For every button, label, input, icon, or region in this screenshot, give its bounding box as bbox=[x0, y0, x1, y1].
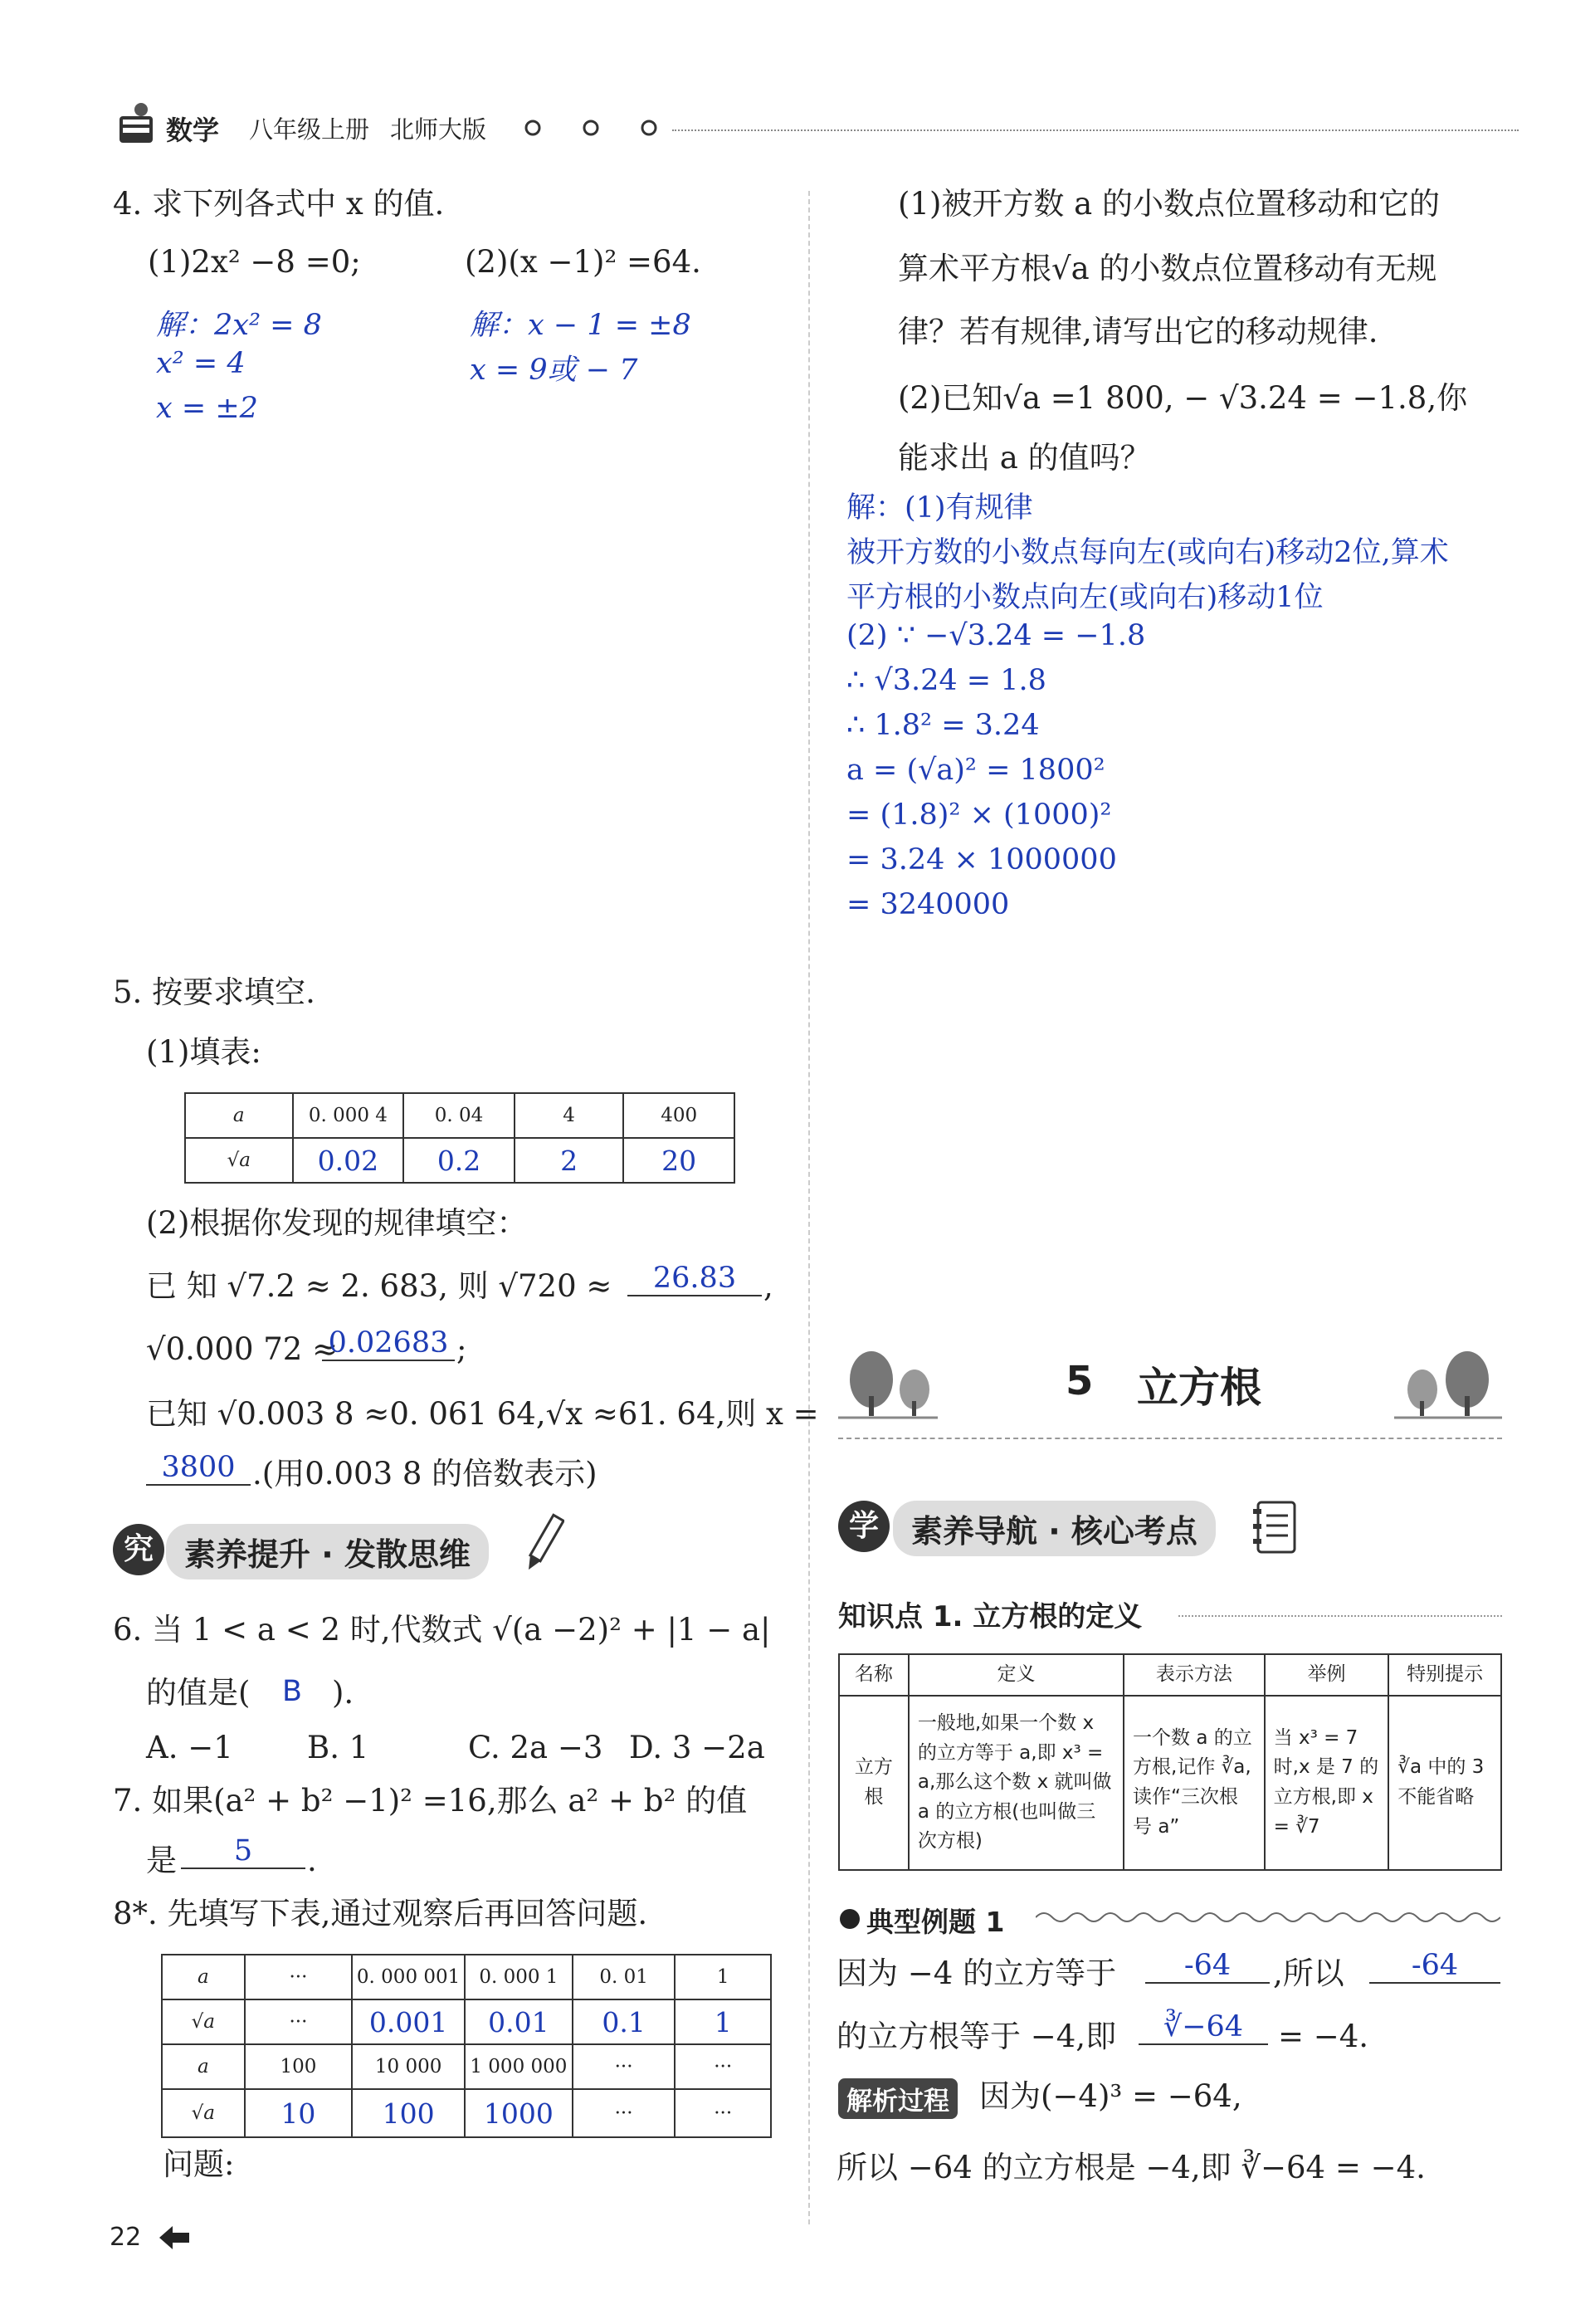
q4-eq1: (1)2x² −8 =0; bbox=[148, 244, 361, 280]
q8-r4-label: √a bbox=[162, 2089, 245, 2137]
example1-ans2: -64 bbox=[1411, 1949, 1459, 1982]
q8-r1c3: 0. 000 001 bbox=[352, 1955, 465, 1999]
page-number: 22 bbox=[110, 2223, 142, 2252]
q8-question: 问题: bbox=[163, 2146, 235, 2182]
q4-sol2-line1: 解：x − 1 = ±8 bbox=[470, 309, 691, 342]
kp1-example bbox=[1265, 1696, 1389, 1870]
kp1-notation-text: 一个数 a 的立方根,记作 ∛a,读作“三次根号 a” bbox=[1133, 1726, 1252, 1838]
kp1-notation bbox=[1124, 1696, 1265, 1870]
right-p1-line3: 律？若有规律,请写出它的移动规律. bbox=[898, 314, 1378, 349]
q6-line2a: 的值是( bbox=[146, 1675, 251, 1711]
right-p1-line1: (1)被开方数 a 的小数点位置移动和它的 bbox=[898, 186, 1440, 222]
q5-line2: √0.000 72 ≈ bbox=[146, 1331, 339, 1367]
example1-blank1 bbox=[1145, 1949, 1270, 1984]
kp1-th-notation: 表示方法 bbox=[1124, 1654, 1265, 1696]
q8-r2-ans3: 0.1 bbox=[602, 2005, 646, 2038]
header-grade: 八年级上册 bbox=[249, 115, 370, 144]
right-sol-line10: = 3240000 bbox=[846, 888, 1010, 921]
example1-line1b: ,所以 bbox=[1273, 1955, 1344, 1991]
q8-r3c3: 10 000 bbox=[352, 2044, 465, 2089]
q8-r2-label: √a bbox=[162, 1999, 245, 2044]
q8-r4-ans1: 10 bbox=[280, 2097, 316, 2130]
kp1-th-def: 定义 bbox=[909, 1654, 1124, 1696]
q5-line2-semicolon: ; bbox=[456, 1331, 467, 1367]
kp1-title: 知识点 1. 立方根的定义 bbox=[838, 1600, 1143, 1633]
q7-line2b: . bbox=[307, 1843, 317, 1878]
column-divider bbox=[808, 191, 810, 2224]
kp1-name bbox=[839, 1696, 909, 1870]
q5-th-4: 400 bbox=[623, 1093, 734, 1138]
example1-line1a: 因为 −4 的立方等于 bbox=[837, 1955, 1117, 1991]
q6-line1: 6. 当 1 < a < 2 时,代数式 √(a −2)² + |1 − a| bbox=[113, 1612, 771, 1648]
right-sol-line2: 被开方数的小数点每向左(或向右)移动2位,算术 bbox=[846, 536, 1449, 569]
kp1-tip-text: ∛a 中的 3 不能省略 bbox=[1397, 1756, 1485, 1808]
q5-cell bbox=[623, 1138, 734, 1183]
example1-bullet-icon bbox=[840, 1909, 860, 1929]
q8-r1c2: ··· bbox=[245, 1955, 353, 1999]
q5-line4-blank bbox=[146, 1451, 251, 1486]
kp1-tip bbox=[1388, 1696, 1501, 1870]
q5-ans-4: 20 bbox=[661, 1144, 697, 1177]
right-sol-line1: 解：(1)有规律 bbox=[846, 491, 1033, 525]
q5-line1-comma: , bbox=[763, 1268, 773, 1304]
q8-prompt: 8*. 先填写下表,通过观察后再回答问题. bbox=[113, 1896, 648, 1931]
q4-sol1-line1: 解：2x² = 8 bbox=[156, 309, 322, 342]
q5-cell bbox=[515, 1138, 623, 1183]
right-p1-line2: 算术平方根√a 的小数点位置移动有无规 bbox=[898, 251, 1437, 286]
header-dots-icon bbox=[523, 118, 664, 141]
q8-r4-ans3: 1000 bbox=[483, 2097, 554, 2130]
q8-r3c4: 1 000 000 bbox=[465, 2044, 573, 2089]
q5-line4-answer: 3800 bbox=[161, 1451, 236, 1484]
q5-line3: 已知 √0.003 8 ≈0. 061 64,√x ≈61. 64,则 x = bbox=[146, 1396, 819, 1432]
q8-table bbox=[161, 1954, 772, 2138]
right-p2-line1: (2)已知√a =1 800, − √3.24 = −1.8,你 bbox=[898, 380, 1468, 416]
right-sol-line9: = 3.24 × 1000000 bbox=[846, 843, 1117, 876]
example1-label: 典型例题 1 bbox=[866, 1906, 1005, 1938]
header-subject: 数学 bbox=[166, 115, 220, 146]
q4-sol1-line3: x = ±2 bbox=[156, 392, 258, 425]
q6-option-c: C. 2a −3 bbox=[468, 1730, 603, 1765]
q7-line2a: 是 bbox=[146, 1843, 177, 1878]
q8-r1c6: 1 bbox=[675, 1955, 771, 1999]
book-logo-icon bbox=[116, 100, 159, 149]
example1-analysis2: 所以 −64 的立方根是 −4,即 ∛−64 = −4. bbox=[837, 2150, 1426, 2185]
kp1-example-text: 当 x³ = 7 时,x 是 7 的立方根,即 x = ∛7 bbox=[1273, 1726, 1379, 1838]
q5-line1-blank bbox=[627, 1262, 762, 1296]
kp1-table bbox=[838, 1653, 1502, 1871]
q5-ans-1: 0.02 bbox=[317, 1144, 379, 1177]
example1-blank3 bbox=[1139, 2010, 1268, 2045]
kp1-th-name: 名称 bbox=[839, 1654, 909, 1696]
section-jiu-title-pill bbox=[166, 1524, 489, 1579]
right-sol-line5: ∴ √3.24 = 1.8 bbox=[846, 664, 1046, 697]
q8-r2-dots: ··· bbox=[245, 1999, 353, 2044]
pencil-icon bbox=[523, 1511, 564, 1580]
q8-cell bbox=[573, 1999, 676, 2044]
q5-th-2: 0. 04 bbox=[403, 1093, 515, 1138]
q5-th-a: a bbox=[185, 1093, 293, 1138]
q4-prompt: 4. 求下列各式中 x 的值. bbox=[113, 186, 445, 222]
section-xue-title: 素养导航 · 核心考点 bbox=[893, 1501, 1216, 1556]
q8-r4-dots2: ··· bbox=[675, 2089, 771, 2137]
kp1-th-example: 举例 bbox=[1265, 1654, 1389, 1696]
right-sol-line6: ∴ 1.8² = 3.24 bbox=[846, 709, 1040, 742]
kp1-title-rule bbox=[1178, 1615, 1502, 1617]
right-sol-line7: a = (√a)² = 1800² bbox=[846, 754, 1105, 787]
q5-line2-blank bbox=[322, 1326, 455, 1361]
kp1-name-text: 立方根 bbox=[854, 1756, 893, 1808]
chapter-rule bbox=[838, 1438, 1502, 1439]
q6-answer: B bbox=[282, 1675, 303, 1708]
q5-th-3: 4 bbox=[515, 1093, 623, 1138]
q7-line1: 7. 如果(a² + b² −1)² =16,那么 a² + b² 的值 bbox=[113, 1783, 748, 1819]
q5-row-label: √a bbox=[185, 1138, 293, 1183]
q8-r3c6: ··· bbox=[675, 2044, 771, 2089]
q5-line2-answer: 0.02683 bbox=[328, 1326, 449, 1360]
example1-ans1: -64 bbox=[1183, 1949, 1232, 1982]
q5-cell bbox=[293, 1138, 404, 1183]
q5-sub2: (2)根据你发现的规律填空： bbox=[146, 1205, 528, 1241]
q8-r2-ans1: 0.001 bbox=[368, 2005, 448, 2038]
trees-left-icon bbox=[838, 1346, 938, 1424]
example1-analysis-tag: 解析过程 bbox=[838, 2078, 958, 2119]
example1-analysis1: 因为(−4)³ = −64, bbox=[979, 2078, 1242, 2114]
right-sol-line8: = (1.8)² × (1000)² bbox=[846, 798, 1112, 832]
example1-analysis-tag-wrap bbox=[838, 2078, 958, 2119]
section-jiu-badge: 究 bbox=[113, 1524, 164, 1575]
trees-right-icon bbox=[1394, 1346, 1502, 1424]
q8-r3c2: 100 bbox=[245, 2044, 353, 2089]
header-rule bbox=[672, 129, 1519, 131]
q8-r1c5: 0. 01 bbox=[573, 1955, 676, 1999]
kp1-definition-text: 一般地,如果一个数 x 的立方等于 a,即 x³ = a,那么这个数 x 就叫做 a 的立方根(也叫做三次方根) bbox=[917, 1711, 1112, 1853]
q5-cell bbox=[403, 1138, 515, 1183]
q7-blank bbox=[181, 1834, 305, 1869]
q5-ans-2: 0.2 bbox=[437, 1144, 481, 1177]
example1-blank2 bbox=[1369, 1949, 1500, 1984]
q8-cell bbox=[675, 1999, 771, 2044]
example1-line2b: = −4. bbox=[1278, 2019, 1369, 2054]
q4-eq2: (2)(x −1)² =64. bbox=[465, 244, 701, 280]
wave-rule-icon bbox=[1036, 1909, 1500, 1929]
q5-prompt: 5. 按要求填空. bbox=[113, 974, 315, 1010]
right-p2-line2: 能求出 a 的值吗？ bbox=[898, 440, 1151, 476]
right-sol-line3: 平方根的小数点向左(或向右)移动1位 bbox=[846, 581, 1324, 614]
header-edition: 北师大版 bbox=[390, 115, 487, 144]
q8-r2-ans4: 1 bbox=[714, 2005, 732, 2038]
q5-sub1: (1)填表: bbox=[146, 1034, 261, 1070]
q5-line1: 已 知 √7.2 ≈ 2. 683, 则 √720 ≈ bbox=[146, 1268, 612, 1304]
kp1-definition bbox=[909, 1696, 1124, 1870]
section-xue-badge: 学 bbox=[838, 1501, 890, 1552]
q6-option-a: A. −1 bbox=[146, 1730, 233, 1765]
section-jiu-title: 素养提升 · 发散思维 bbox=[166, 1524, 489, 1579]
q8-cell bbox=[352, 1999, 465, 2044]
header bbox=[116, 100, 1519, 158]
q7-answer: 5 bbox=[233, 1834, 253, 1868]
q8-r3c1: a bbox=[162, 2044, 245, 2089]
q5-line4-note: .(用0.003 8 的倍数表示) bbox=[252, 1456, 598, 1492]
chapter-title: 立方根 bbox=[1137, 1364, 1261, 1412]
q8-r1c1: a bbox=[162, 1955, 245, 1999]
kp1-th-tip: 特别提示 bbox=[1388, 1654, 1501, 1696]
q8-cell bbox=[465, 2089, 573, 2137]
q5-ans-3: 2 bbox=[560, 1144, 578, 1177]
arrow-left-icon bbox=[158, 2224, 191, 2254]
example1-line2a: 的立方根等于 −4,即 bbox=[837, 2019, 1117, 2054]
q8-r2-ans2: 0.01 bbox=[488, 2005, 549, 2038]
q8-cell bbox=[352, 2089, 465, 2137]
q5-table bbox=[184, 1092, 735, 1184]
example1-ans3: ∛−64 bbox=[1163, 2010, 1244, 2043]
right-sol-line4: (2) ∵ −√3.24 = −1.8 bbox=[846, 619, 1146, 652]
q8-r4-ans2: 100 bbox=[382, 2097, 435, 2130]
q8-cell bbox=[245, 2089, 353, 2137]
chapter-number: 5 bbox=[1066, 1358, 1094, 1404]
q8-r3c5: ··· bbox=[573, 2044, 676, 2089]
notebook-icon bbox=[1250, 1499, 1300, 1560]
q8-r1c4: 0. 000 1 bbox=[465, 1955, 573, 1999]
q4-sol1-line2: x² = 4 bbox=[156, 347, 246, 380]
q8-cell bbox=[465, 1999, 573, 2044]
q5-th-1: 0. 000 4 bbox=[293, 1093, 404, 1138]
section-xue-title-pill bbox=[893, 1501, 1216, 1556]
q6-option-d: D. 3 −2a bbox=[629, 1730, 765, 1765]
q4-sol2-line2: x = 9或 − 7 bbox=[470, 354, 638, 387]
q6-line2b: ). bbox=[332, 1675, 354, 1711]
q5-line1-answer: 26.83 bbox=[652, 1262, 737, 1295]
q8-r4-dots1: ··· bbox=[573, 2089, 676, 2137]
q6-option-b: B. 1 bbox=[307, 1730, 369, 1765]
